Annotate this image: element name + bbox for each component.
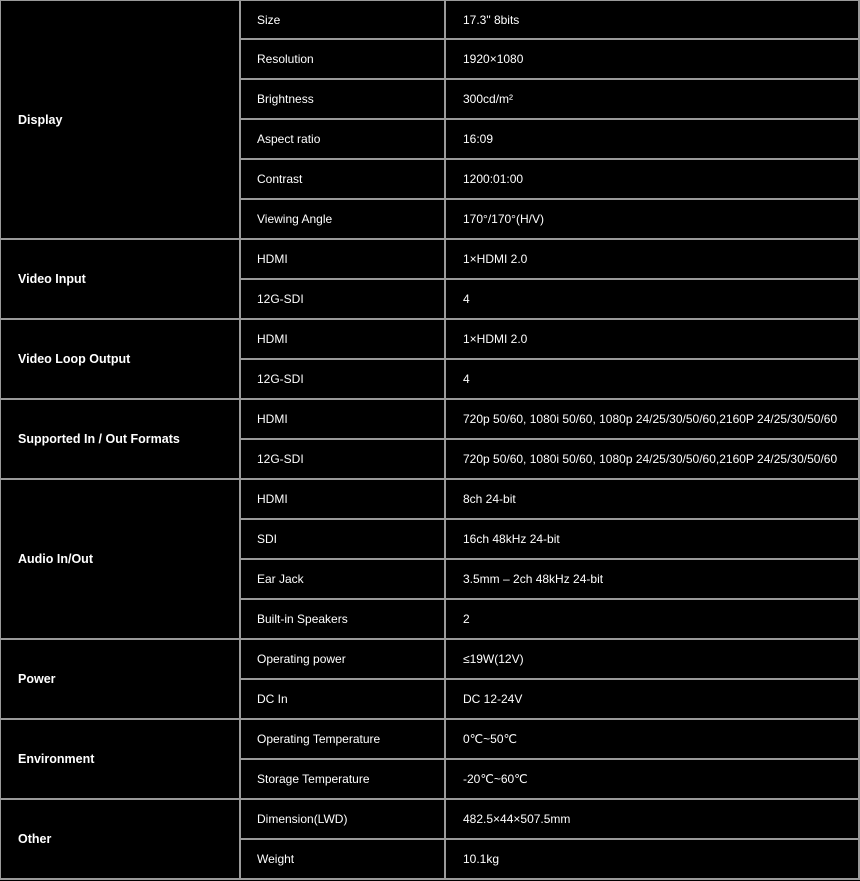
param-value: 4 bbox=[446, 280, 860, 320]
param-value: 482.5×44×507.5mm bbox=[446, 800, 860, 840]
param-label: DC In bbox=[241, 680, 446, 720]
param-value: 10.1kg bbox=[446, 840, 860, 880]
param-value: 300cd/m² bbox=[446, 80, 860, 120]
param-label: Contrast bbox=[241, 160, 446, 200]
param-value: -20℃~60℃ bbox=[446, 760, 860, 800]
param-label: Weight bbox=[241, 840, 446, 880]
param-label: Dimension(LWD) bbox=[241, 800, 446, 840]
param-value: 170°/170°(H/V) bbox=[446, 200, 860, 240]
category-label: Supported In / Out Formats bbox=[0, 400, 241, 480]
param-value: 17.3" 8bits bbox=[446, 0, 860, 40]
param-value: 720p 50/60, 1080i 50/60, 1080p 24/25/30/50/60,2160P 24/25/30/50/60 bbox=[446, 400, 860, 440]
param-value: ≤19W(12V) bbox=[446, 640, 860, 680]
param-label: 12G-SDI bbox=[241, 440, 446, 480]
param-label: Storage Temperature bbox=[241, 760, 446, 800]
param-value: 1×HDMI 2.0 bbox=[446, 320, 860, 360]
param-label: Resolution bbox=[241, 40, 446, 80]
param-value: 16ch 48kHz 24-bit bbox=[446, 520, 860, 560]
param-value: 3.5mm – 2ch 48kHz 24-bit bbox=[446, 560, 860, 600]
param-label: Built-in Speakers bbox=[241, 600, 446, 640]
category-label: Display bbox=[0, 0, 241, 240]
table-row bbox=[0, 320, 860, 360]
category-label: Environment bbox=[0, 720, 241, 800]
param-value: 1200:01:00 bbox=[446, 160, 860, 200]
param-value: 1920×1080 bbox=[446, 40, 860, 80]
param-label: 12G-SDI bbox=[241, 360, 446, 400]
param-value: 1×HDMI 2.0 bbox=[446, 240, 860, 280]
param-label: 12G-SDI bbox=[241, 280, 446, 320]
param-value: DC 12-24V bbox=[446, 680, 860, 720]
param-label: Viewing Angle bbox=[241, 200, 446, 240]
table-row bbox=[0, 800, 860, 840]
table-row bbox=[0, 400, 860, 440]
table-row bbox=[0, 0, 860, 40]
param-label: HDMI bbox=[241, 240, 446, 280]
category-label: Other bbox=[0, 800, 241, 880]
category-label: Power bbox=[0, 640, 241, 720]
param-label: Ear Jack bbox=[241, 560, 446, 600]
param-value: 8ch 24-bit bbox=[446, 480, 860, 520]
table-row bbox=[0, 480, 860, 520]
param-label: Size bbox=[241, 0, 446, 40]
table-row bbox=[0, 640, 860, 680]
param-label: HDMI bbox=[241, 480, 446, 520]
category-label: Audio In/Out bbox=[0, 480, 241, 640]
param-value: 2 bbox=[446, 600, 860, 640]
param-label: HDMI bbox=[241, 400, 446, 440]
param-label: Operating power bbox=[241, 640, 446, 680]
param-label: Brightness bbox=[241, 80, 446, 120]
category-label: Video Input bbox=[0, 240, 241, 320]
param-label: Operating Temperature bbox=[241, 720, 446, 760]
param-label: HDMI bbox=[241, 320, 446, 360]
param-value: 0℃~50℃ bbox=[446, 720, 860, 760]
param-value: 720p 50/60, 1080i 50/60, 1080p 24/25/30/50/60,2160P 24/25/30/50/60 bbox=[446, 440, 860, 480]
table-row bbox=[0, 240, 860, 280]
category-label: Video Loop Output bbox=[0, 320, 241, 400]
param-label: Aspect ratio bbox=[241, 120, 446, 160]
param-label: SDI bbox=[241, 520, 446, 560]
param-value: 16:09 bbox=[446, 120, 860, 160]
param-value: 4 bbox=[446, 360, 860, 400]
table-row bbox=[0, 720, 860, 760]
